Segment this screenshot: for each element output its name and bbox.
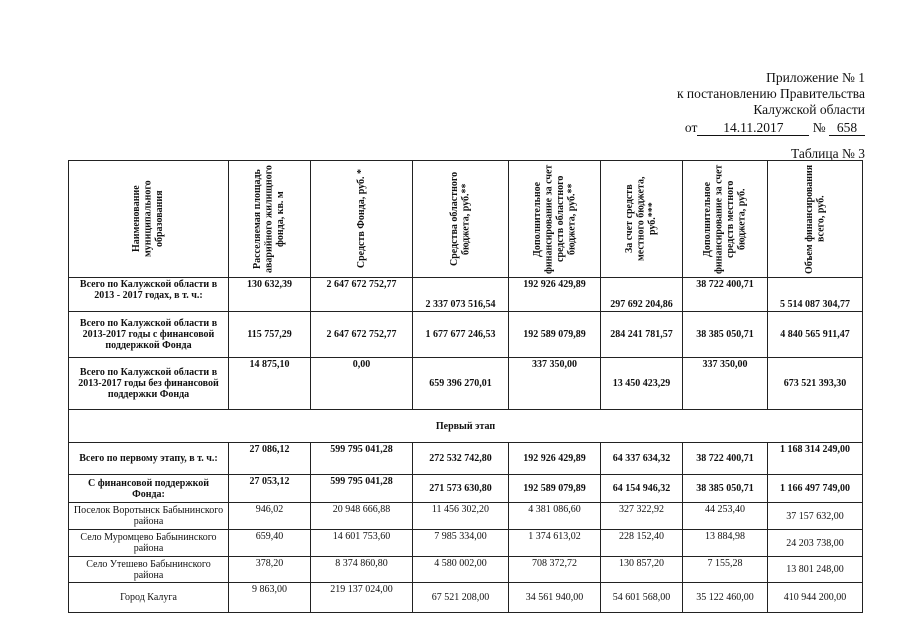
cell-local-extra: 337 350,00 bbox=[683, 358, 768, 410]
col-header bbox=[229, 161, 311, 278]
cell-area: 115 757,29 bbox=[229, 312, 311, 358]
cell-regional-extra: 192 589 079,89 bbox=[509, 312, 601, 358]
cell-local-extra: 38 722 400,71 bbox=[683, 443, 768, 475]
cell-regional: 67 521 208,00 bbox=[413, 583, 509, 613]
cell-regional-extra: 337 350,00 bbox=[509, 358, 601, 410]
col-header bbox=[768, 161, 863, 278]
cell-area: 14 875,10 bbox=[229, 358, 311, 410]
col-header-label: Дополнительное финансирование за счет средств областного бюджета, руб.** bbox=[531, 164, 577, 274]
cell-area: 378,20 bbox=[229, 557, 311, 583]
decree-reference: к постановлению Правительства bbox=[676, 86, 865, 101]
cell-local: 64 337 634,32 bbox=[601, 443, 683, 475]
cell-fund: 8 374 860,80 bbox=[311, 557, 413, 583]
document-header bbox=[677, 70, 865, 136]
cell-regional: 1 677 677 246,53 bbox=[413, 312, 509, 358]
table-row bbox=[69, 312, 863, 358]
col-header-label: Объем финансирования всего, руб. bbox=[803, 164, 826, 274]
cell-local: 64 154 946,32 bbox=[601, 475, 683, 503]
cell-local: 284 241 781,57 bbox=[601, 312, 683, 358]
cell-local: 13 450 423,29 bbox=[601, 358, 683, 410]
from-label: от bbox=[684, 120, 698, 135]
table-row bbox=[69, 278, 863, 312]
decree-date: 14.11.2017 bbox=[697, 121, 809, 136]
cell-total: 410 944 200,00 bbox=[768, 583, 863, 613]
cell-local-extra: 38 385 050,71 bbox=[683, 475, 768, 503]
cell-area: 27 053,12 bbox=[229, 475, 311, 503]
cell-area: 27 086,12 bbox=[229, 443, 311, 475]
row-name: Всего по Калужской области в 2013 - 2017 годах, в т. ч.: bbox=[69, 278, 229, 312]
cell-regional: 7 985 334,00 bbox=[413, 530, 509, 557]
col-header bbox=[601, 161, 683, 278]
cell-regional: 2 337 073 516,54 bbox=[413, 278, 509, 312]
cell-fund: 14 601 753,60 bbox=[311, 530, 413, 557]
table-row bbox=[69, 358, 863, 410]
decree-date-number bbox=[677, 120, 865, 136]
col-header bbox=[509, 161, 601, 278]
table-row bbox=[69, 503, 863, 530]
financing-table bbox=[68, 160, 863, 613]
row-name: Село Утешево Бабынинского района bbox=[69, 557, 229, 583]
cell-area: 130 632,39 bbox=[229, 278, 311, 312]
cell-total: 5 514 087 304,77 bbox=[768, 278, 863, 312]
cell-regional-extra: 192 589 079,89 bbox=[509, 475, 601, 503]
row-name: Всего по Калужской области в 2013-2017 годы без финансовой поддержки Фонда bbox=[69, 358, 229, 410]
table-header-row bbox=[69, 161, 863, 278]
cell-fund: 20 948 666,88 bbox=[311, 503, 413, 530]
cell-local: 130 857,20 bbox=[601, 557, 683, 583]
cell-fund: 599 795 041,28 bbox=[311, 475, 413, 503]
cell-regional: 271 573 630,80 bbox=[413, 475, 509, 503]
cell-total: 4 840 565 911,47 bbox=[768, 312, 863, 358]
col-header-label: Расселяемая площадь аварийного жилищного фонда, кв. м bbox=[252, 165, 287, 273]
cell-area: 9 863,00 bbox=[229, 583, 311, 613]
table-row bbox=[69, 557, 863, 583]
col-header bbox=[413, 161, 509, 278]
cell-area: 946,02 bbox=[229, 503, 311, 530]
col-header-label: За счет средств местного бюджета, руб.*** bbox=[624, 176, 659, 262]
cell-total: 13 801 248,00 bbox=[768, 557, 863, 583]
row-name: Город Калуга bbox=[69, 583, 229, 613]
row-name: Поселок Воротынск Бабынинского района bbox=[69, 503, 229, 530]
col-header bbox=[69, 161, 229, 278]
cell-regional: 272 532 742,80 bbox=[413, 443, 509, 475]
col-header-label: Наименование муниципального образования bbox=[131, 180, 166, 258]
row-name: Всего по Калужской области в 2013-2017 годы с финансовой поддержкой Фонда bbox=[69, 312, 229, 358]
stage-row bbox=[69, 410, 863, 443]
cell-total: 1 166 497 749,00 bbox=[768, 475, 863, 503]
cell-local-extra: 35 122 460,00 bbox=[683, 583, 768, 613]
cell-local-extra: 44 253,40 bbox=[683, 503, 768, 530]
cell-total: 37 157 632,00 bbox=[768, 503, 863, 530]
cell-local-extra: 38 385 050,71 bbox=[683, 312, 768, 358]
cell-regional-extra: 708 372,72 bbox=[509, 557, 601, 583]
table-row bbox=[69, 475, 863, 503]
cell-regional-extra: 34 561 940,00 bbox=[509, 583, 601, 613]
cell-local: 228 152,40 bbox=[601, 530, 683, 557]
col-header bbox=[311, 161, 413, 278]
cell-total: 673 521 393,30 bbox=[768, 358, 863, 410]
col-header-label: Дополнительное финансирование за счет средств местного бюджета, руб. bbox=[702, 164, 748, 274]
cell-fund: 219 137 024,00 bbox=[311, 583, 413, 613]
cell-local: 327 322,92 bbox=[601, 503, 683, 530]
cell-regional: 659 396 270,01 bbox=[413, 358, 509, 410]
cell-local-extra: 7 155,28 bbox=[683, 557, 768, 583]
cell-fund: 2 647 672 752,77 bbox=[311, 312, 413, 358]
cell-regional-extra: 192 926 429,89 bbox=[509, 443, 601, 475]
appendix-title: Приложение № 1 bbox=[766, 70, 865, 85]
cell-regional-extra: 4 381 086,60 bbox=[509, 503, 601, 530]
col-header-label: Средства областного бюджета, руб.** bbox=[449, 171, 472, 267]
table-row bbox=[69, 583, 863, 613]
cell-total: 24 203 738,00 bbox=[768, 530, 863, 557]
decree-number: 658 bbox=[829, 121, 865, 136]
row-name: С финансовой поддержкой Фонда: bbox=[69, 475, 229, 503]
cell-local-extra: 38 722 400,71 bbox=[683, 278, 768, 312]
cell-fund: 0,00 bbox=[311, 358, 413, 410]
cell-regional: 4 580 002,00 bbox=[413, 557, 509, 583]
cell-total: 1 168 314 249,00 bbox=[768, 443, 863, 475]
cell-local-extra: 13 884,98 bbox=[683, 530, 768, 557]
number-label: № bbox=[812, 120, 826, 135]
cell-regional-extra: 1 374 613,02 bbox=[509, 530, 601, 557]
row-name: Село Муромцево Бабынинского района bbox=[69, 530, 229, 557]
table-row bbox=[69, 443, 863, 475]
cell-fund: 599 795 041,28 bbox=[311, 443, 413, 475]
row-name: Всего по первому этапу, в т. ч.: bbox=[69, 443, 229, 475]
cell-fund: 2 647 672 752,77 bbox=[311, 278, 413, 312]
cell-regional-extra: 192 926 429,89 bbox=[509, 278, 601, 312]
col-header-label: Средств Фонда, руб. * bbox=[355, 169, 367, 269]
region-name: Калужской области bbox=[753, 102, 865, 117]
table-row bbox=[69, 530, 863, 557]
stage-title: Первый этап bbox=[69, 410, 863, 443]
cell-area: 659,40 bbox=[229, 530, 311, 557]
cell-local: 54 601 568,00 bbox=[601, 583, 683, 613]
col-header bbox=[683, 161, 768, 278]
cell-local: 297 692 204,86 bbox=[601, 278, 683, 312]
cell-regional: 11 456 302,20 bbox=[413, 503, 509, 530]
table-label: Таблица № 3 bbox=[791, 146, 865, 161]
